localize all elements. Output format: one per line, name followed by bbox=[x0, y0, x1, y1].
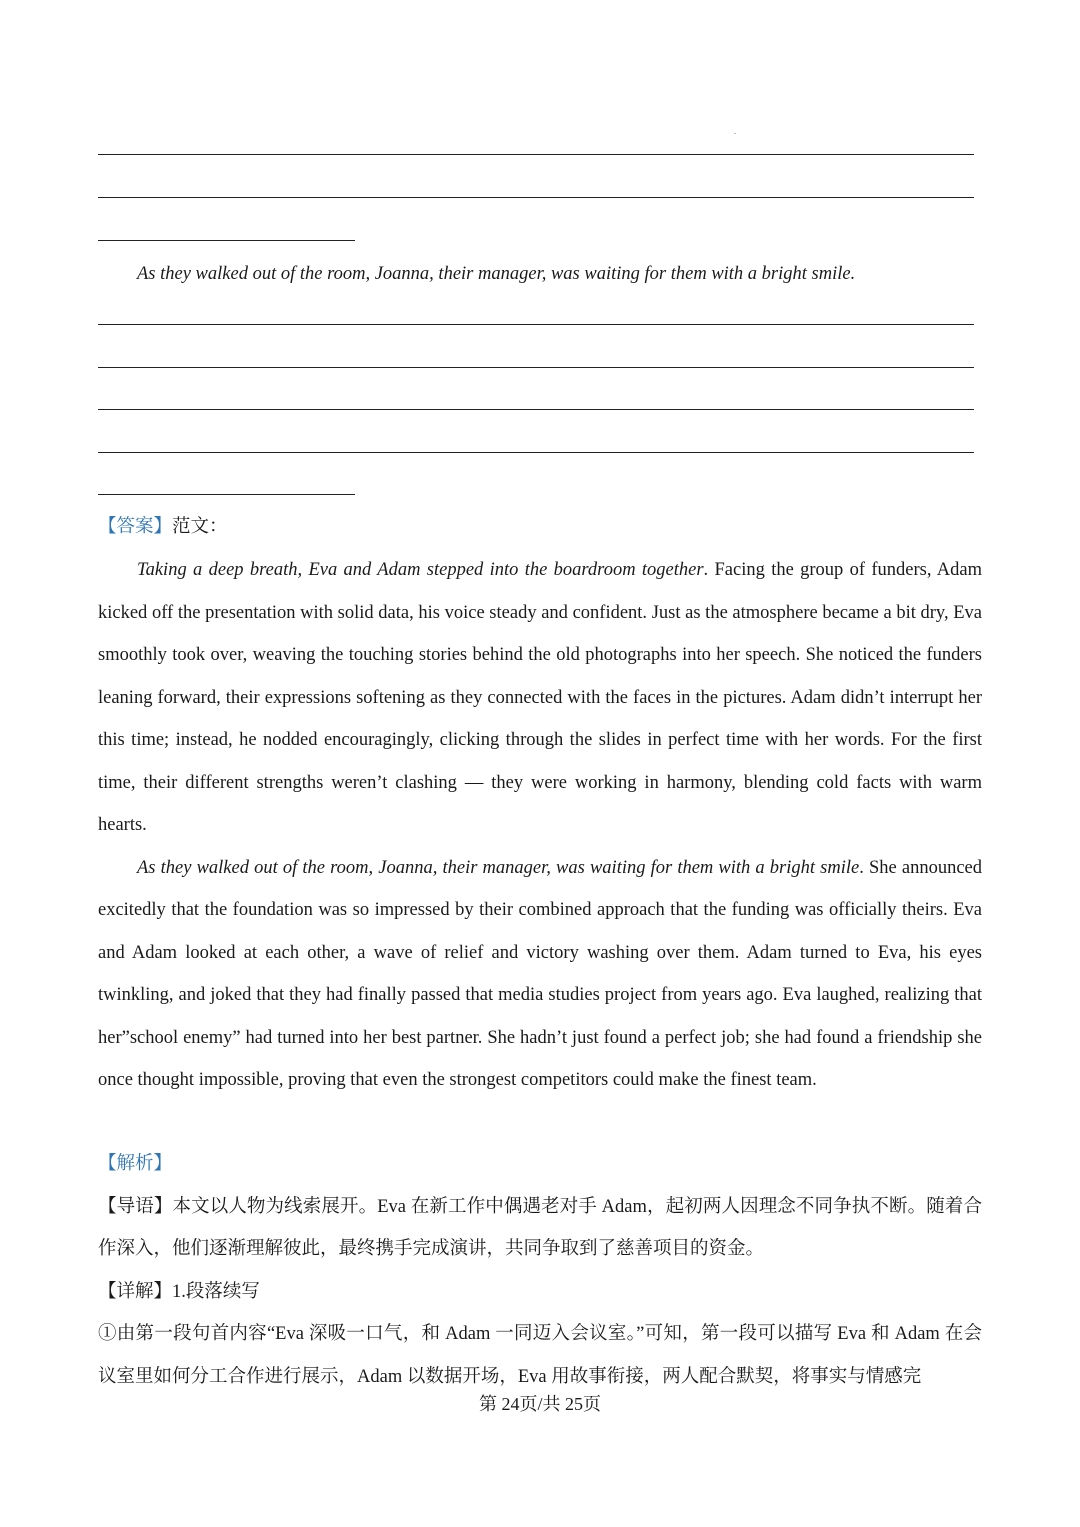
writing-line bbox=[98, 452, 974, 453]
detail-heading: 1.段落续写 bbox=[172, 1281, 260, 1302]
analysis-section bbox=[98, 1143, 982, 1398]
model-essay bbox=[98, 549, 982, 1102]
analysis-intro bbox=[98, 1186, 982, 1271]
paragraph-prompt: As they walked out of the room, Joanna, their manager, was waiting for them with a bright smile. bbox=[137, 264, 856, 284]
essay-p2-opening: As they walked out of the room, Joanna, their manager, was waiting for them with a bright smile bbox=[137, 857, 860, 878]
analysis-heading bbox=[98, 1143, 982, 1186]
essay-p1-body: . Facing the group of funders, Adam kicked off the presentation with solid data, his voice steady and confident. Just as the atmosphere became a bit dry, Eva smoothly took over, weaving the touching stories behind the old photographs into her speech. She noticed the funders leaning forward, their expressions softening as they connected with the faces in the pictures. Adam didn’t interrupt her this time; instead, he nodded encouragingly, clicking through the slides in perfect time with her words. For the first time, their different strengths weren’t clashing — they were working in harmony, blending cold facts with warm hearts. bbox=[98, 560, 982, 835]
writing-line bbox=[98, 367, 974, 368]
answer-tag: 【答案】 bbox=[98, 517, 173, 537]
analysis-detail-heading bbox=[98, 1271, 982, 1314]
analysis-tag: 【解析】 bbox=[98, 1154, 173, 1174]
writing-line bbox=[98, 240, 355, 241]
essay-paragraph-2 bbox=[98, 847, 982, 1102]
essay-p2-body: . She announced excitedly that the foundation was so impressed by their combined approach that the funding was officially theirs. Eva and Adam looked at each other, a wave of relief and victory washing over them. Adam turned to Eva, his eyes twinkling, and joked that they had finally passed that media studies project from years ago. Eva laughed, realizing that her”school enemy” had turned into her best partner. She hadn’t just found a perfect job; she had found a friendship she once thought impossible, proving that even the strongest competitors could make the finest team. bbox=[98, 857, 982, 1090]
writing-line bbox=[98, 409, 974, 410]
answer-heading bbox=[98, 515, 228, 539]
analysis-detail-text: ①由第一段句首内容“Eva 深吸一口气，和 Adam 一同迈入会议室。”可知，第一段可以描写 Eva 和 Adam 在会议室里如何分工合作进行展示，Adam 以数据开场，Eva 用故事衔接，两人配合默契，将事实与情感完 bbox=[98, 1324, 982, 1387]
intro-text: 本文以人物为线索展开。Eva 在新工作中偶遇老对手 Adam，起初两人因理念不同争执不断。随着合作深入，他们逐渐理解彼此，最终携手完成演讲，共同争取到了慈善项目的资金。 bbox=[98, 1196, 982, 1259]
writing-line bbox=[98, 197, 974, 198]
writing-line bbox=[98, 324, 974, 325]
essay-paragraph-1 bbox=[98, 549, 982, 847]
essay-p1-opening: Taking a deep breath, Eva and Adam stepped into the boardroom together bbox=[137, 560, 704, 580]
page-footer: 第 24页/共 25页 bbox=[478, 1394, 601, 1414]
writing-line bbox=[98, 494, 355, 495]
scan-speck bbox=[734, 133, 736, 134]
intro-tag: 【导语】 bbox=[98, 1196, 173, 1217]
answer-label: 范文： bbox=[172, 517, 228, 537]
writing-line bbox=[98, 154, 974, 155]
detail-tag: 【详解】 bbox=[98, 1281, 173, 1302]
